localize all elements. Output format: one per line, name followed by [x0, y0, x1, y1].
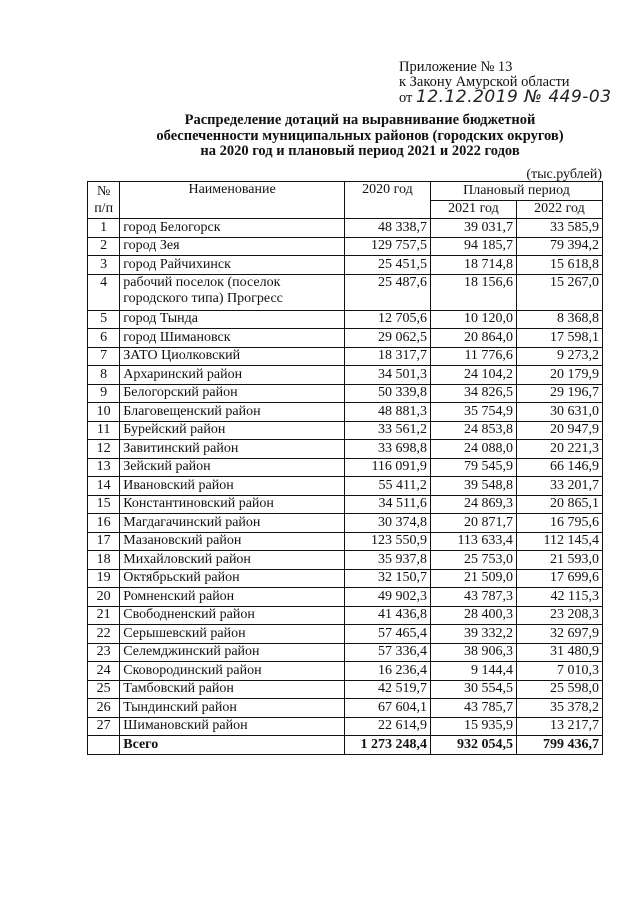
title-line-3: на 2020 год и плановый период 2021 и 2022 годов	[200, 143, 520, 159]
table-row	[88, 366, 603, 385]
row-2020: 16 236,4	[344, 662, 430, 681]
table-row	[88, 384, 603, 403]
row-name: город Тында	[120, 310, 345, 329]
row-name: ЗАТО Циолковский	[120, 347, 345, 366]
row-number: 10	[88, 403, 120, 422]
row-2020: 116 091,9	[344, 458, 430, 477]
row-2022: 35 378,2	[516, 699, 602, 718]
row-2020: 29 062,5	[344, 329, 430, 348]
row-name: город Шимановск	[120, 329, 345, 348]
row-2021: 21 509,0	[430, 569, 516, 588]
row-2020: 129 757,5	[344, 237, 430, 256]
row-2022: 31 480,9	[516, 643, 602, 662]
table-row	[88, 606, 603, 625]
row-2020: 57 336,4	[344, 643, 430, 662]
row-2020: 41 436,8	[344, 606, 430, 625]
row-name: город Зея	[120, 237, 345, 256]
row-2021: 39 031,7	[430, 219, 516, 238]
row-number: 16	[88, 514, 120, 533]
title-line-1: Распределение дотаций на выравнивание бюджетной	[184, 112, 536, 128]
table-row	[88, 662, 603, 681]
row-number: 24	[88, 662, 120, 681]
row-number: 9	[88, 384, 120, 403]
table-row	[88, 440, 603, 459]
row-name: Бурейский район	[120, 421, 345, 440]
row-name: Серышевский район	[120, 625, 345, 644]
row-name: Свободненский район	[120, 606, 345, 625]
row-2022: 29 196,7	[516, 384, 602, 403]
row-2020: 34 511,6	[344, 495, 430, 514]
row-2020: 32 150,7	[344, 569, 430, 588]
row-number: 20	[88, 588, 120, 607]
table-row	[88, 274, 603, 310]
row-2022: 13 217,7	[516, 717, 602, 736]
table-row	[88, 421, 603, 440]
row-name: Ивановский район	[120, 477, 345, 496]
row-2021: 28 400,3	[430, 606, 516, 625]
row-2022: 17 598,1	[516, 329, 602, 348]
table-row	[88, 237, 603, 256]
appendix-block	[399, 60, 612, 106]
units-label: (тыс.рублей)	[526, 167, 602, 182]
row-2021: 9 144,4	[430, 662, 516, 681]
row-number: 23	[88, 643, 120, 662]
row-2020: 55 411,2	[344, 477, 430, 496]
table-row	[88, 643, 603, 662]
row-2020: 25 487,6	[344, 274, 430, 310]
table-row	[88, 625, 603, 644]
row-name: Селемджинский район	[120, 643, 345, 662]
row-name: Октябрьский район	[120, 569, 345, 588]
header-2020: 2020 год	[344, 182, 430, 219]
total-number	[88, 736, 120, 755]
row-name: Михайловский район	[120, 551, 345, 570]
subsidy-table	[87, 181, 603, 755]
row-name: Ромненский район	[120, 588, 345, 607]
row-2022: 17 699,6	[516, 569, 602, 588]
row-2021: 39 548,8	[430, 477, 516, 496]
row-name: Архаринский район	[120, 366, 345, 385]
row-number: 11	[88, 421, 120, 440]
row-number: 25	[88, 680, 120, 699]
row-2022: 20 865,1	[516, 495, 602, 514]
row-2021: 15 935,9	[430, 717, 516, 736]
table-row	[88, 532, 603, 551]
table-row	[88, 477, 603, 496]
table-row	[88, 551, 603, 570]
table-row	[88, 329, 603, 348]
row-2021: 24 088,0	[430, 440, 516, 459]
table-row	[88, 717, 603, 736]
row-2021: 35 754,9	[430, 403, 516, 422]
row-2021: 10 120,0	[430, 310, 516, 329]
row-2021: 20 871,7	[430, 514, 516, 533]
row-number: 6	[88, 329, 120, 348]
row-2022: 32 697,9	[516, 625, 602, 644]
row-2022: 30 631,0	[516, 403, 602, 422]
row-2022: 21 593,0	[516, 551, 602, 570]
row-2022: 7 010,3	[516, 662, 602, 681]
row-name: Зейский район	[120, 458, 345, 477]
table-row	[88, 699, 603, 718]
row-2020: 22 614,9	[344, 717, 430, 736]
title-line-2: обеспеченности муниципальных районов (городских округов)	[156, 127, 564, 144]
row-number: 12	[88, 440, 120, 459]
row-2022: 15 618,8	[516, 256, 602, 275]
appendix-date-prefix: от	[399, 90, 413, 106]
table-row	[88, 569, 603, 588]
table-row	[88, 514, 603, 533]
row-number: 13	[88, 458, 120, 477]
row-number: 14	[88, 477, 120, 496]
appendix-law: к Закону Амурской области	[399, 74, 570, 90]
table-row	[88, 347, 603, 366]
row-2020: 48 881,3	[344, 403, 430, 422]
row-name: город Райчихинск	[120, 256, 345, 275]
row-name: Магдагачинский район	[120, 514, 345, 533]
row-2020: 57 465,4	[344, 625, 430, 644]
row-2021: 20 864,0	[430, 329, 516, 348]
table-row	[88, 458, 603, 477]
header-planned-period: Плановый период	[430, 182, 602, 201]
row-2022: 66 146,9	[516, 458, 602, 477]
row-2020: 49 902,3	[344, 588, 430, 607]
row-2022: 20 179,9	[516, 366, 602, 385]
table-row	[88, 219, 603, 238]
row-2022: 8 368,8	[516, 310, 602, 329]
row-name: рабочий поселок (поселок городского типа) Прогресс	[120, 274, 345, 310]
row-2021: 18 156,6	[430, 274, 516, 310]
row-2022: 15 267,0	[516, 274, 602, 310]
row-2021: 30 554,5	[430, 680, 516, 699]
row-2021: 24 869,3	[430, 495, 516, 514]
total-label: Всего	[120, 736, 345, 755]
row-name: Сковородинский район	[120, 662, 345, 681]
row-name: Завитинский район	[120, 440, 345, 459]
row-number: 5	[88, 310, 120, 329]
row-number: 3	[88, 256, 120, 275]
row-2022: 25 598,0	[516, 680, 602, 699]
row-name: Константиновский район	[120, 495, 345, 514]
document-title	[90, 113, 630, 160]
row-2020: 18 317,7	[344, 347, 430, 366]
table-row	[88, 495, 603, 514]
row-name: Тындинский район	[120, 699, 345, 718]
row-number: 22	[88, 625, 120, 644]
row-number: 1	[88, 219, 120, 238]
table-body	[88, 219, 603, 755]
row-2021: 113 633,4	[430, 532, 516, 551]
table-row	[88, 403, 603, 422]
row-number: 4	[88, 274, 120, 310]
row-2020: 48 338,7	[344, 219, 430, 238]
row-number: 26	[88, 699, 120, 718]
appendix-date-line	[399, 87, 612, 107]
row-2022: 42 115,3	[516, 588, 602, 607]
row-2021: 94 185,7	[430, 237, 516, 256]
row-2020: 30 374,8	[344, 514, 430, 533]
row-2020: 35 937,8	[344, 551, 430, 570]
row-2020: 50 339,8	[344, 384, 430, 403]
table-row	[88, 256, 603, 275]
header-2021: 2021 год	[430, 200, 516, 219]
row-2020: 25 451,5	[344, 256, 430, 275]
row-2022: 33 201,7	[516, 477, 602, 496]
row-name: Белогорский район	[120, 384, 345, 403]
header-number: № п/п	[88, 182, 120, 219]
row-2020: 12 705,6	[344, 310, 430, 329]
row-number: 19	[88, 569, 120, 588]
table-row	[88, 310, 603, 329]
row-2022: 23 208,3	[516, 606, 602, 625]
row-name: Благовещенский район	[120, 403, 345, 422]
row-2021: 34 826,5	[430, 384, 516, 403]
row-2020: 33 561,2	[344, 421, 430, 440]
row-number: 27	[88, 717, 120, 736]
row-name: Шимановский район	[120, 717, 345, 736]
row-number: 18	[88, 551, 120, 570]
row-number: 17	[88, 532, 120, 551]
appendix-number: Приложение № 13	[399, 59, 513, 75]
row-name: Мазановский район	[120, 532, 345, 551]
row-number: 2	[88, 237, 120, 256]
row-2021: 38 906,3	[430, 643, 516, 662]
row-2021: 25 753,0	[430, 551, 516, 570]
table-row	[88, 680, 603, 699]
row-2021: 24 104,2	[430, 366, 516, 385]
row-2020: 67 604,1	[344, 699, 430, 718]
handwritten-date: 12.12.2019 № 449-03	[416, 87, 612, 107]
header-name: Наименование	[120, 182, 345, 219]
row-2020: 42 519,7	[344, 680, 430, 699]
row-2022: 112 145,4	[516, 532, 602, 551]
row-number: 21	[88, 606, 120, 625]
row-number: 15	[88, 495, 120, 514]
row-name: город Белогорск	[120, 219, 345, 238]
row-2021: 79 545,9	[430, 458, 516, 477]
row-2022: 9 273,2	[516, 347, 602, 366]
row-2021: 39 332,2	[430, 625, 516, 644]
row-2022: 20 947,9	[516, 421, 602, 440]
row-2021: 24 853,8	[430, 421, 516, 440]
row-2021: 11 776,6	[430, 347, 516, 366]
row-2022: 79 394,2	[516, 237, 602, 256]
row-number: 7	[88, 347, 120, 366]
row-2022: 16 795,6	[516, 514, 602, 533]
row-2020: 33 698,8	[344, 440, 430, 459]
row-number: 8	[88, 366, 120, 385]
row-2021: 43 787,3	[430, 588, 516, 607]
row-2022: 20 221,3	[516, 440, 602, 459]
table-row	[88, 588, 603, 607]
header-2022: 2022 год	[516, 200, 602, 219]
total-row	[88, 736, 603, 755]
row-2021: 43 785,7	[430, 699, 516, 718]
row-2022: 33 585,9	[516, 219, 602, 238]
row-2020: 123 550,9	[344, 532, 430, 551]
total-2020: 1 273 248,4	[344, 736, 430, 755]
total-2021: 932 054,5	[430, 736, 516, 755]
row-2021: 18 714,8	[430, 256, 516, 275]
row-name: Тамбовский район	[120, 680, 345, 699]
row-2020: 34 501,3	[344, 366, 430, 385]
total-2022: 799 436,7	[516, 736, 602, 755]
